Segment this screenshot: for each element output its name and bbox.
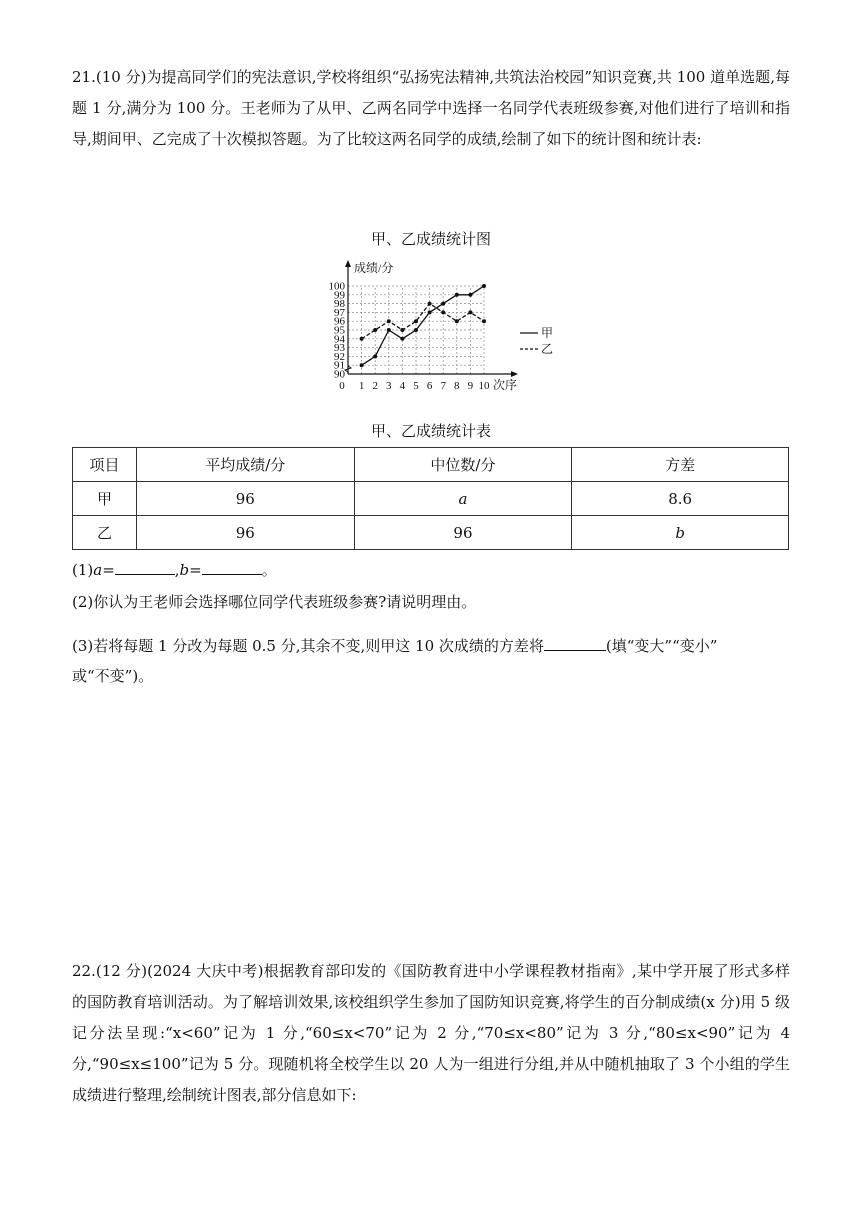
- answer-blank-variance[interactable]: [544, 636, 606, 651]
- sub1-a-label: a=: [93, 561, 115, 579]
- x-tick-label: 9: [467, 380, 474, 392]
- y-tick-label: 91: [334, 359, 345, 372]
- data-point: [428, 302, 432, 306]
- header-variance: 方差: [572, 448, 789, 482]
- sub1-sep: ,: [174, 561, 180, 579]
- sub3-options-end: 或“不变”)。: [72, 667, 154, 685]
- table-row: [73, 482, 789, 516]
- x-tick-label: 7: [440, 380, 446, 392]
- series-line-甲: [362, 286, 484, 365]
- y-tick-label: 100: [328, 280, 345, 293]
- x-tick-label: 0: [339, 380, 345, 392]
- table-cell: b: [572, 516, 789, 550]
- x-tick-label: 2: [372, 380, 378, 392]
- data-point: [414, 319, 418, 323]
- x-tick-label: 8: [454, 380, 460, 392]
- data-point: [428, 310, 432, 314]
- table-cell: 乙: [73, 516, 137, 550]
- x-tick-label: 1: [358, 380, 365, 392]
- y-tick-label: 97: [334, 306, 345, 319]
- y-tick-label: 98: [334, 298, 345, 311]
- data-point: [441, 310, 445, 314]
- data-point: [373, 354, 377, 358]
- sub1-prefix: (1): [72, 561, 94, 579]
- x-tick-label: 3: [386, 380, 392, 392]
- y-axis-label: 成绩/分: [354, 261, 394, 275]
- data-point: [360, 363, 364, 367]
- score-line-chart: [318, 258, 558, 410]
- data-point: [360, 337, 364, 341]
- y-tick-label: 95: [334, 324, 345, 337]
- table-caption: 甲、乙成绩统计表: [370, 422, 491, 440]
- header-item: 项目: [73, 448, 137, 482]
- y-axis-arrow: [345, 260, 351, 267]
- data-point: [455, 319, 459, 323]
- answer-blank-a[interactable]: [115, 560, 175, 575]
- y-tick-label: 92: [334, 350, 345, 363]
- sub1-end: 。: [261, 561, 277, 579]
- y-tick-label: 99: [334, 289, 345, 302]
- sub3-options: (填“变大”“变小”: [605, 637, 718, 655]
- x-tick-label: 10: [478, 380, 490, 392]
- table-cell: a: [354, 482, 572, 516]
- q21-text: 21.(10 分)为提高同学们的宪法意识,学校将组织“弘扬宪法精神,共筑法治校园”知识竞赛,共 100 道单选题,每题 1 分,满分为 100 分。王老师为了从甲、乙两名同学中选择一名同学代表班级参赛,对他们进行了培训和指导,期间甲、乙完成了十次模拟答题。为了比较这两名同学的成绩,绘制了如下的统计图和统计表:: [72, 68, 790, 148]
- data-point: [387, 319, 391, 323]
- table-header-row: [73, 448, 789, 482]
- score-stats-table: [72, 447, 789, 550]
- x-tick-label: 4: [399, 380, 406, 392]
- data-point: [414, 328, 418, 332]
- data-point: [400, 328, 404, 332]
- answer-blank-b[interactable]: [202, 560, 262, 575]
- header-mean: 平均成绩/分: [136, 448, 354, 482]
- data-point: [482, 284, 486, 288]
- sub-question-2: (2)你认为王老师会选择哪位同学代表班级参赛?请说明理由。: [72, 593, 477, 611]
- sub-question-1: [72, 555, 790, 585]
- x-tick-label: 5: [413, 380, 419, 392]
- table-row: [73, 516, 789, 550]
- data-point: [400, 337, 404, 341]
- q22-text: 22.(12 分)(2024 大庆中考)根据教育部印发的《国防教育进中小学课程教材指南》,某中学开展了形式多样的国防教育培训活动。为了解培训效果,该校组织学生参加了国防知识竞赛,将学生的百分制成绩(x 分)用 5 级记分法呈现:“x<60”记为 1 分,“60≤x<70”记为 2 分,“70≤x<80”记为 3 分,“80≤x<90”记为 4 分,“90≤x≤100”记为 5 分。现随机将全校学生以 20 人为一组进行分组,并从中随机抽取了 3 个小组的学生成绩进行整理,绘制统计图表,部分信息如下:: [72, 962, 790, 1104]
- table-cell: 8.6: [572, 482, 789, 516]
- y-tick-label: 96: [334, 315, 345, 328]
- data-point: [441, 302, 445, 306]
- y-tick-label: 93: [334, 342, 345, 355]
- data-point: [468, 293, 472, 297]
- sub1-b-label: b=: [179, 561, 202, 579]
- table-cell: 96: [354, 516, 572, 550]
- table-cell: 96: [136, 482, 354, 516]
- legend-label: 乙: [541, 342, 554, 356]
- data-point: [455, 293, 459, 297]
- y-tick-label: 94: [334, 333, 345, 346]
- data-point: [482, 319, 486, 323]
- legend-label: 甲: [541, 326, 554, 340]
- table-cell: 96: [136, 516, 354, 550]
- table-cell: 甲: [73, 482, 137, 516]
- x-axis-arrow: [511, 371, 518, 377]
- data-point: [373, 328, 377, 332]
- data-point: [387, 328, 391, 332]
- y-tick-label: 90: [334, 368, 345, 381]
- header-median: 中位数/分: [354, 448, 572, 482]
- data-point: [468, 310, 472, 314]
- x-tick-label: 6: [426, 380, 433, 392]
- sub-question-3: [72, 631, 790, 691]
- chart-caption: 甲、乙成绩统计图: [370, 230, 491, 248]
- sub3-text: (3)若将每题 1 分改为每题 0.5 分,其余不变,则甲这 10 次成绩的方差将: [72, 637, 544, 655]
- x-axis-label: 次序: [493, 378, 518, 392]
